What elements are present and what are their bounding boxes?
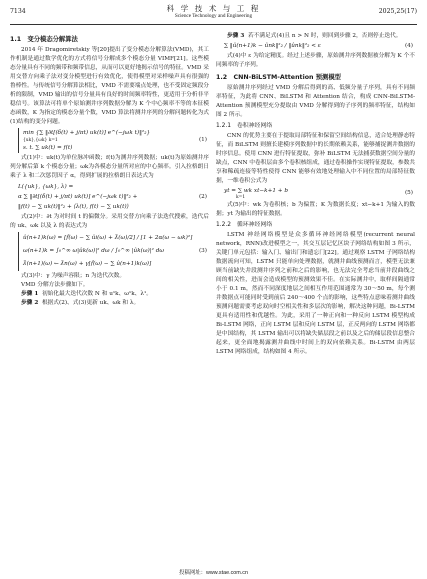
equation-5-line: yt = ∑ wk xt−k+1 + b	[224, 188, 288, 194]
equation-1-subscript: {uk},{ωk} k=1	[23, 138, 58, 143]
paragraph-eq5-explanation: 式(5)中：wk 为卷积核；b 为偏置；K 为数据长度；xt−k+1 为输入的数据；yt 为输出的特征数据。	[216, 202, 415, 217]
paragraph-eq4-explanation: 式(4)中 ε 为给定精度。经过上述步骤，原始测井序列数据被分解为 K 个不同频率的子序列。	[216, 53, 415, 68]
equation-1	[10, 128, 209, 153]
equation-3	[10, 232, 209, 271]
equation-4-body: ∑ ‖û(n+1)k − ûnk‖²₂ / ‖ûnk‖²₂ < ε	[224, 43, 321, 49]
equation-3-line-2: ω(n+1)k = ∫₀^∞ ω|ûk(ω)|² dω / ∫₀^∞ |ûk(ω)|² dω	[23, 248, 164, 254]
step-1-label: 步骤 1	[21, 291, 39, 297]
paragraph-eq3-explanation: 式(3)中：γ 为噪声容限；n 为迭代次数。	[21, 273, 126, 279]
page-footer: 投稿网址：www.stae.com.cn	[179, 570, 248, 576]
subsection-title-rnn: 1.2.2 循环神经网络	[216, 222, 273, 228]
equation-5-number: (5)	[404, 190, 413, 196]
equation-3-number: (3)	[198, 248, 207, 254]
paragraph-eq2-explanation: 式(2)中：∂t 为对时间 t 的偏微分。采用交替方向乘子法迭代搜索，迭代后的 uk、ωk 以及 λ 的表达式为	[10, 214, 209, 229]
step-1	[10, 290, 209, 299]
journal-title-en: Science Technology and Engineering	[174, 13, 253, 19]
subsection-title-cnn: 1.2.1 卷积神经网络	[216, 123, 273, 129]
step-1-text: 初始化最大迭代次数 N 和 u¹k、ω¹k、λ¹。	[41, 291, 152, 297]
equation-1-line-2: s. t. ∑ uk(t) = f(t)	[23, 145, 73, 151]
paragraph-vmd-steps-intro: VMD 分解方法步骤如下。	[21, 282, 89, 288]
header-rule	[10, 24, 417, 25]
journal-volume: 2025,25(17)	[378, 8, 417, 15]
paragraph-vmd-intro: 2014 年 Dragomiretskiy 等[20]提出了变分模态分解算法(VMD)，其工作机制是通过数学优化的方式将信号分解成多个模态分量 VIMF[21]。这些模态分量具有不同的频带和频带信息，从而可以更好地揭示信号的特征。VMD 采用交替方向乘子法对变分模型进行有效优化，使得模型对采样噪声具有很强的鲁棒性。与传统信号分解算法相比，VMD 不需要端点处理，也不受固定频段分析的限制，VMD 输出的信号分量具有良好的时间频率特性，更适用于分析非平稳信号。该算法可将单个原始测井序列数据分解为 K 个中心频率不等的本征模态函数，K 为指定的模态分量个数，VMD 算法将测井序列的分解问题转化为式(1)结构的变分问题。	[10, 47, 209, 125]
paragraph-cnn: CNN 的优势主要在于提取局部特征和保留空间结构信息，适合处理静态特征，而 BiLSTM 则擅长建模序列数据中的长期依赖关系，能够捕捉测井数据的时序信息。使用 CNN 进行特征提取，弥补 BiLSTM 无法捕获数据空间分量的缺点，CNN 中卷积层由多个卷积核组成，通过卷积操作实现特征提取，参数共享和稀疏连接等特性使得 CNN 能够有效地处理输入中不同位置的局部特征数据，一维卷积公式为	[216, 133, 415, 184]
equation-5	[216, 187, 415, 200]
right-column	[216, 32, 415, 357]
step-3-label: 步骤 3	[227, 33, 245, 39]
step-3	[216, 32, 415, 41]
equation-1-number: (1)	[198, 137, 207, 143]
equation-4	[216, 42, 415, 51]
equation-2-line-3: ‖f(t) − ∑ uk(t)‖²₂ + ⟨λ(t), f(t) − ∑ uk(t)⟩	[18, 204, 129, 210]
equation-2-line-2: α ∑ ‖∂t[(δ(t) + j/πt) uk(t)] e^(−jωk t)‖²₂ +	[18, 194, 138, 200]
paragraph-eq1-explanation: 式(1)中：uk(t)为单位脉冲函数；f(t)为测井序列数据；uk(t)为原始测井序列分解后第 k 个模态分量；ωk为各模态分量所对应的中心频率。引入拉格朗日乘子 λ 和二次惩罚因子 α，得到扩展的拉格朗日表达式为	[10, 155, 209, 179]
equation-2-body	[10, 182, 137, 212]
equation-3-line-3: λ̂(n+1)(ω) ← λ̂n(ω) + γ[f̂(ω) − ∑ û(n+1)k(ω)]	[23, 261, 152, 267]
equation-1-line-1: min {∑ ‖∂t[(δ(t) + j/πt) uk(t)] e^(−jωk t)‖²₂}	[23, 130, 151, 136]
step-2-label: 步骤 2	[21, 300, 39, 306]
page-number: 7134	[10, 8, 26, 15]
equation-4-number: (4)	[404, 43, 413, 49]
equation-2-line-1: L({uk}, {ωk}, λ) =	[18, 184, 74, 190]
equation-5-body	[216, 187, 288, 200]
equation-2-number: (2)	[198, 193, 207, 200]
equation-3-body	[18, 232, 192, 271]
paragraph-model-intro: 原始测井序列经过 VMD 分解后得到的高、低频分量子序列，具有不同频率特征，为此将 CNN、BiLSTM 和 Attention 结合，构成 CNN-BiLSTM-Attention 预测模型充分提取由 VMD 分解得到的子序列的频率特征，结构如图 2 所示。	[216, 85, 415, 118]
step-2	[10, 299, 209, 308]
page-header	[0, 0, 427, 30]
journal-title-cn: 科 学 技 术 与 工 程	[166, 4, 261, 13]
equation-2	[10, 182, 209, 212]
equation-1-body	[18, 128, 150, 153]
section-title-vmd: 1.1 变分模态分解算法	[10, 36, 78, 43]
left-column	[10, 32, 209, 308]
equation-5-subscript: k=1	[236, 195, 246, 200]
section-title-cnn-bilstm: 1.2 CNN-BiLSTM-Attention 预测模型	[216, 74, 341, 81]
paragraph-lstm: LSTM 神经网络模型是众多循环神经网络模型(recurrent neural network，RNN)改进模型之一，其交互层记忆区块子网络结构如图 3 所示，关键门单元包括：输入门、输出门和遗忘门[22]。通过观察 LSTM 子网络结构数据流向可知，LSTM 只能单向处理数据，就测井曲线预测而言，模型无法兼顾当前缺失井段测井序列之前和之后的影响，也无法完全考虑当前井段曲线之间的相关性，进而会造成模型的预测效果不佳。在实际测井中，取样间隔通常小于 0.1 m，然而不同深度地层之间相互作用范围通常为 30～50 m，每个测井数据点可能同时受到前后 240～400 个点的影响，这些特点意味着测井曲线预测问题需要考虑双向时空相关性和多层次的影响，解决这种问题，Bi-LSTM 更具有适用性和优越性。为此，采用了一种正向和一种反向 LSTM 模型构成 Bi-LSTM 网络，正向 LSTM 层和反向 LSTM 层，正反两向的 LSTM 网络都是中国结构，其 LSTM 输出可以将缺失储层段之前以及之后的储层段信息整合起来，更全面地揭露测井曲线中时间上的双向依赖关系。Bi-LSTM 由两层 LSTM 网络组成，结构如图 4 所示。	[216, 232, 415, 355]
step-2-text: 根据式(2)、式(3)更新 uk、ωk 和 λ。	[41, 300, 140, 306]
equation-3-line-1: û(n+1)k(ω) = [f̂(ω) − ∑ ûi(ω) + λ̂(ω)/2] / [1 + 2α(ω − ωk)²]	[23, 235, 193, 241]
step-3-text: 若不满足式(4)且 n > N 时，则回到步骤 2，否则停止迭代。	[247, 33, 402, 39]
